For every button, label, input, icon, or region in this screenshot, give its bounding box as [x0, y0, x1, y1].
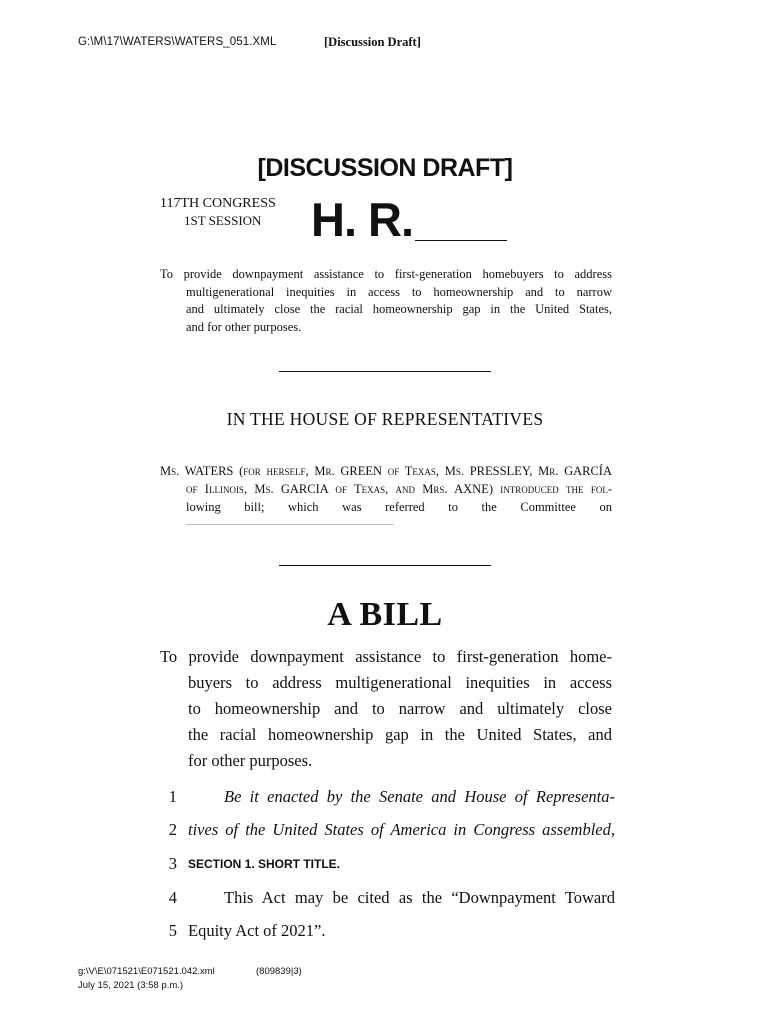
- purpose-summary: [160, 266, 612, 336]
- purpose-summary-line: and for other purposes.: [186, 319, 302, 334]
- short-title-line: Equity Act of 2021”.: [188, 921, 326, 940]
- line-number: 5: [168, 921, 177, 940]
- bill-line: [150, 888, 615, 912]
- bill-line: [150, 921, 615, 945]
- bill-line: [150, 854, 615, 878]
- bill-purpose-line: for other purposes.: [188, 751, 313, 770]
- committee-blank: [186, 524, 394, 525]
- footer-file-path: g:\V\E\071521\E071521.042.xml: [78, 966, 215, 977]
- bill-purpose-line: buyers to address multigenerational inequities in access: [188, 673, 612, 692]
- divider-rule: [279, 565, 491, 566]
- footer-date: July 15, 2021 (3:58 p.m.): [78, 980, 184, 991]
- line-number: 2: [168, 820, 177, 839]
- line-number: 1: [168, 787, 177, 806]
- congress-label: 117TH CONGRESS: [160, 196, 276, 211]
- bill-purpose-line: the racial homeownership gap in the United States, and: [188, 725, 612, 744]
- sponsors-paragraph: [160, 462, 612, 516]
- bill-purpose: [160, 644, 612, 774]
- line-number: 3: [168, 854, 177, 873]
- header-draft-label: [Discussion Draft]: [324, 35, 421, 49]
- bill-number-blank: [415, 240, 507, 241]
- purpose-summary-line: To provide downpayment assistance to first-generation homebuyers to address: [160, 267, 612, 281]
- sponsors-line: of Illinois, Ms. GARCIA of Texas, and Mrs. AXNE) introduced the fol-: [186, 482, 612, 496]
- bill-purpose-line: To provide downpayment assistance to first-generation home-: [160, 647, 612, 666]
- bill-line: [150, 820, 615, 844]
- line-number: 4: [168, 888, 177, 907]
- bill-purpose-line: to homeownership and to narrow and ultimately close: [188, 699, 612, 718]
- enacting-clause-line: tives of the United States of America in Congress assembled,: [188, 820, 615, 839]
- enacting-clause-line: Be it enacted by the Senate and House of Representa-: [224, 787, 615, 806]
- bill-number-prefix: H. R.: [311, 193, 414, 246]
- header-file-path: G:\M\17\WATERS\WATERS_051.XML: [78, 36, 277, 48]
- short-title-line: This Act may be cited as the “Downpayment Toward: [224, 888, 615, 907]
- section-heading: SECTION 1. SHORT TITLE.: [188, 857, 341, 871]
- purpose-summary-line: and ultimately close the racial homeownership gap in the United States,: [186, 302, 612, 316]
- sponsors-line: lowing bill; which was referred to the Committee on: [186, 500, 612, 514]
- session-label: 1ST SESSION: [184, 213, 262, 228]
- house-heading: IN THE HOUSE OF REPRESENTATIVES: [226, 409, 544, 429]
- bill-title: A BILL: [327, 596, 443, 633]
- sponsors-line: Ms. WATERS (for herself, Mr. GREEN of Texas, Ms. PRESSLEY, Mr. GARCÍA: [160, 464, 612, 478]
- footer-doc-id: (809839|3): [256, 966, 302, 977]
- bill-line: [150, 787, 615, 811]
- discussion-draft-title: [DISCUSSION DRAFT]: [257, 154, 513, 182]
- divider-rule: [279, 371, 491, 372]
- purpose-summary-line: multigenerational inequities in access to homeownership and to narrow: [186, 284, 612, 299]
